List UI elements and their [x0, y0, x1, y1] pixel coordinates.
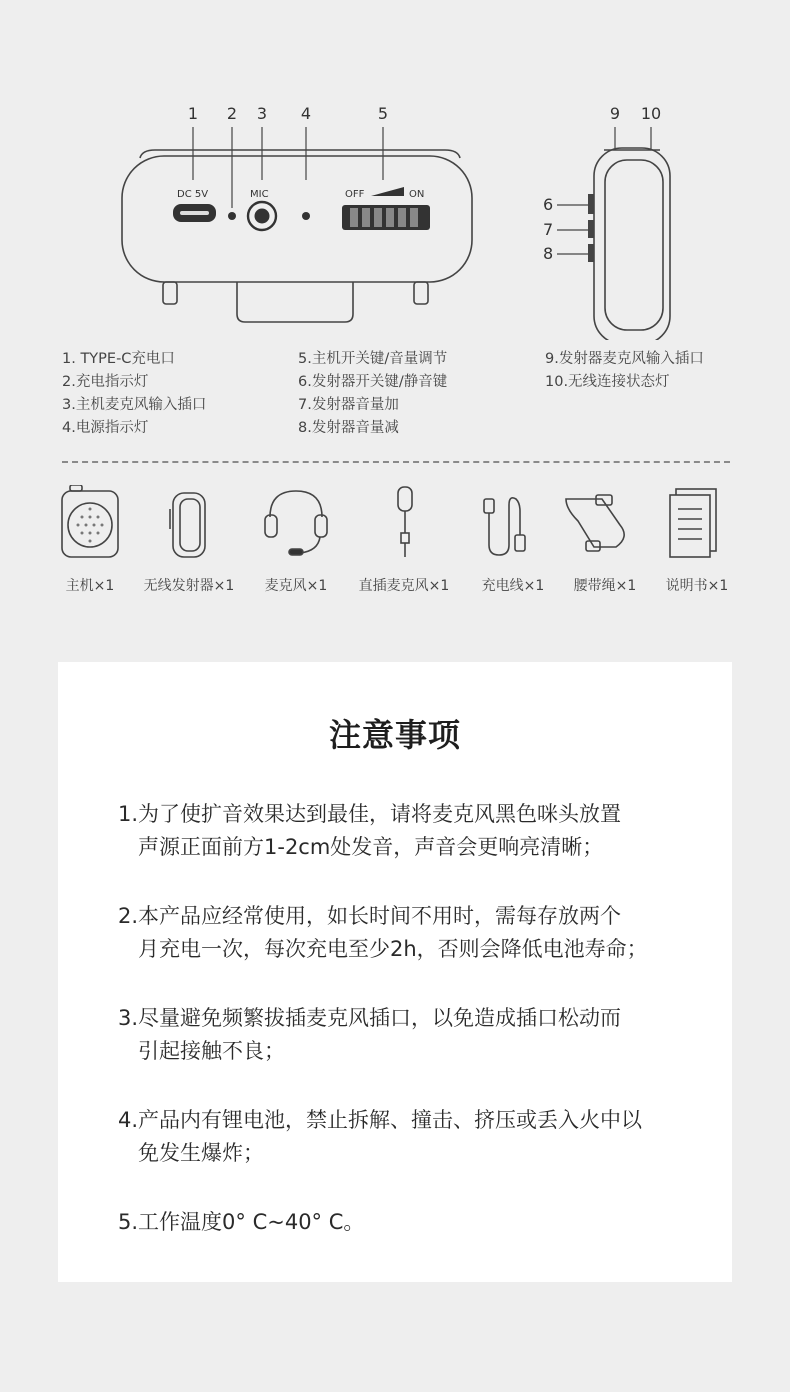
note-line: 4.产品内有锂电池，禁止拆解、撞击、挤压或丢入火中以: [118, 1108, 643, 1132]
note-line: 1.为了使扩音效果达到最佳，请将麦克风黑色咪头放置: [118, 802, 622, 826]
note-line: 引起接触不良；: [138, 1039, 285, 1063]
off-label: OFF: [345, 189, 365, 200]
note-item-2: [118, 900, 718, 966]
notes-title: 注意事项: [328, 716, 461, 754]
legend-column-3: [545, 348, 704, 394]
callout-3: 3: [256, 104, 268, 123]
callout-4: 4: [300, 104, 312, 123]
charge-led-icon: [228, 212, 236, 220]
accessory-icons: [0, 485, 790, 565]
product-diagram: [0, 0, 790, 340]
note-line: 月充电一次，每次充电至少2h，否则会降低电池寿命；: [138, 937, 648, 961]
accessory-label: 充电线×1: [481, 578, 545, 594]
legend-column-2: [298, 348, 447, 440]
dc-label: DC 5V: [177, 189, 209, 200]
accessory-label: 说明书×1: [665, 578, 729, 594]
note-line: 免发生爆炸；: [138, 1141, 264, 1165]
accessory-label: 麦克风×1: [264, 578, 328, 594]
note-item-3: [118, 1002, 718, 1068]
notes-card: [58, 662, 732, 1282]
plug-in-mic-icon: [398, 487, 412, 557]
note-line: 2.本产品应经常使用，如长时间不用时，需每存放两个: [118, 904, 622, 928]
charging-cable-icon: [484, 498, 525, 555]
mic-label: MIC: [250, 189, 269, 200]
speaker-unit-icon: [62, 485, 118, 557]
legend-column-1: [62, 348, 206, 440]
volume-wheel-icon: [342, 205, 430, 230]
callout-7: 7: [543, 220, 554, 239]
note-line: 5.工作温度0° C~40° C。: [118, 1210, 365, 1234]
accessory-label: 直插麦克风×1: [358, 578, 450, 594]
callout-9: 9: [609, 104, 621, 123]
legend-item: 8.发射器音量减: [298, 420, 399, 436]
dashed-divider: [62, 461, 730, 463]
left-callout-numbers: [543, 195, 553, 263]
legend-item: 7.发射器音量加: [298, 397, 399, 413]
power-led-icon: [302, 212, 310, 220]
transmitter-side-view: [594, 148, 670, 340]
side-callout-numbers: [610, 104, 661, 123]
callout-6: 6: [543, 195, 554, 214]
note-line: 3.尽量避免频繁拔插麦克风插口，以免造成插口松动而: [118, 1006, 622, 1030]
legend-item: 2.充电指示灯: [62, 374, 149, 390]
callout-1: 1: [187, 104, 199, 123]
legend-item: 4.电源指示灯: [62, 420, 149, 436]
legend-item: 9.发射器麦克风输入插口: [545, 351, 704, 367]
manual-icon: [670, 489, 716, 557]
callout-10: 10: [640, 104, 662, 123]
legend-item: 6.发射器开关键/静音键: [298, 374, 448, 390]
accessory-label: 腰带绳×1: [573, 578, 637, 594]
accessory-label: 无线发射器×1: [143, 578, 235, 594]
legend-item: 5.主机开关键/音量调节: [298, 351, 448, 367]
callout-8: 8: [543, 244, 554, 263]
callout-2: 2: [226, 104, 238, 123]
note-item-4: [118, 1104, 718, 1170]
wireless-transmitter-icon: [170, 493, 205, 557]
waist-belt-icon: [566, 495, 624, 551]
front-callout-numbers: [188, 104, 388, 123]
callout-5: 5: [377, 104, 389, 123]
accessory-label: 主机×1: [65, 578, 115, 594]
note-item-1: [118, 798, 718, 864]
legend-item: 3.主机麦克风输入插口: [62, 397, 207, 413]
legend-item: 10.无线连接状态灯: [545, 374, 670, 390]
legend-item: 1. TYPE-C充电口: [62, 351, 175, 367]
headset-mic-icon: [265, 491, 327, 555]
note-line: 声源正面前方1-2cm处发音，声音会更响亮清晰；: [138, 835, 604, 859]
main-unit-front-view: [122, 150, 472, 322]
on-label: ON: [409, 189, 425, 200]
note-item-5: [118, 1206, 718, 1239]
